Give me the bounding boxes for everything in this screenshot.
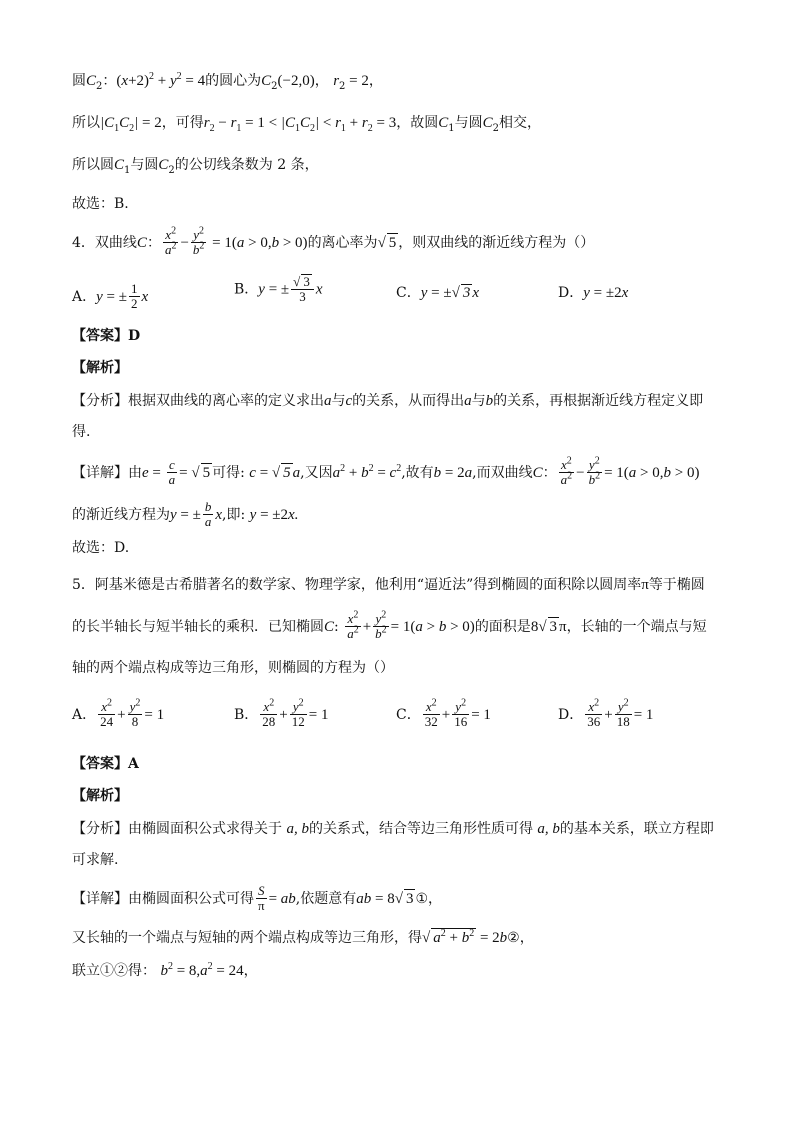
- detail-4-line-2: 的渐近线方程为y = ± $\frac{b}{a}$ x,即: y = ±2x.: [72, 499, 299, 530]
- line-choice-b: 故选：B.: [72, 196, 129, 212]
- question-5-line-3: 轴的两个端点构成等边三角形，则椭圆的方程为（）: [72, 660, 394, 676]
- analysis-5-line-2: 可求解.: [72, 852, 119, 868]
- line-tangents: 所以圆$C_1$与圆$C_2$的公切线条数为 2 条，: [72, 157, 319, 176]
- q4-option-c: C．y = ±√ 3 x: [396, 285, 479, 301]
- question-5-line-2: 的长半轴长与短半轴长的乘积．已知椭圆C: $\frac{x^2}{a^2}$ + $\frac{y^2}{b^2}$ = 1(a > b > 0)的面积是8√ 3 π，长轴的一个端点与短: [72, 609, 707, 642]
- answer-5: 【答案】A: [72, 756, 139, 772]
- analysis-4-heading: 【解析】: [72, 360, 128, 376]
- detail-5-line-2: 又长轴的一个端点与短轴的两个端点构成等边三角形，得√ $a^2 + b^2$ = 2b②，: [72, 928, 534, 946]
- analysis-4-line-2: 得.: [72, 424, 91, 440]
- question-4: 4．双曲线C： $\frac{x^2}{a^2}$ − $\frac{y^2}{b^2}$ = 1(a > 0,b > 0)的离心率为√ 5 ，则双曲线的渐近线方程为（）: [72, 225, 595, 258]
- question-5-line-1: 5．阿基米德是古希腊著名的数学家、物理学家，他利用“逼近法”得到椭圆的面积除以圆周率π等于椭圆: [72, 577, 705, 593]
- analysis-4-line-1: 【分析】根据双曲线的离心率的定义求出a与c的关系，从而得出a与b的关系，再根据渐近线方程定义即: [72, 393, 704, 409]
- answer-4: 【答案】D: [72, 328, 141, 344]
- q5-option-a: A． $\frac{x^2}{24}$ + $\frac{y^2}{8}$ = 1: [72, 697, 165, 730]
- analysis-5-heading: 【解析】: [72, 788, 128, 804]
- line-choice-d: 故选：D.: [72, 540, 130, 556]
- detail-5-line-3: 联立①②得： $b^2 = 8,a^2 = 24$，: [72, 961, 258, 979]
- line-distance: 所以$|C_1C_2| = 2$，可得$r_2 - r_1 = 1 < |C_1C_2| < r_1 + r_2 = 3$，故圆$C_1$与圆$C_2$相交，: [72, 115, 541, 134]
- q5-option-d: D． $\frac{x^2}{36}$ + $\frac{y^2}{18}$ = 1: [558, 697, 654, 730]
- q4-option-d: D．y = ±2x: [558, 285, 629, 301]
- detail-5-line-1: 【详解】由椭圆面积公式可得 $\frac{S}{\pi}$ = ab,依题意有ab = 8√ 3 ①，: [72, 883, 443, 914]
- q5-option-c: C． $\frac{x^2}{32}$ + $\frac{y^2}{16}$ = 1: [396, 697, 491, 730]
- analysis-5-line-1: 【分析】由椭圆面积公式求得关于 a, b的关系式，结合等边三角形性质可得 a, b的基本关系，联立方程即: [72, 821, 714, 837]
- q4-option-b: B．y = ± $\frac{√ 3}{3}$ x: [234, 274, 323, 305]
- detail-4-line-1: 【详解】由e = $\frac{c}{a}$ = √ 5 可得: c = √ 5 a,又因$a^2 + b^2 = c^2$,故有b = 2a,而双曲线C： $\frac{x^2}{a^2}$ − $\frac{y^2}{b^2}$ = 1(a > 0,b > 0): [72, 455, 700, 488]
- line-circle-c2: 圆$C_2$：$(x+2)^2 + y^2 = 4$的圆心为$C_2(-2,0)$， $r_2 = 2$，: [72, 71, 383, 92]
- q4-option-a: A．y = ± $\frac{1}{2}$ x: [72, 281, 149, 312]
- q5-option-b: B． $\frac{x^2}{28}$ + $\frac{y^2}{12}$ = 1: [234, 697, 329, 730]
